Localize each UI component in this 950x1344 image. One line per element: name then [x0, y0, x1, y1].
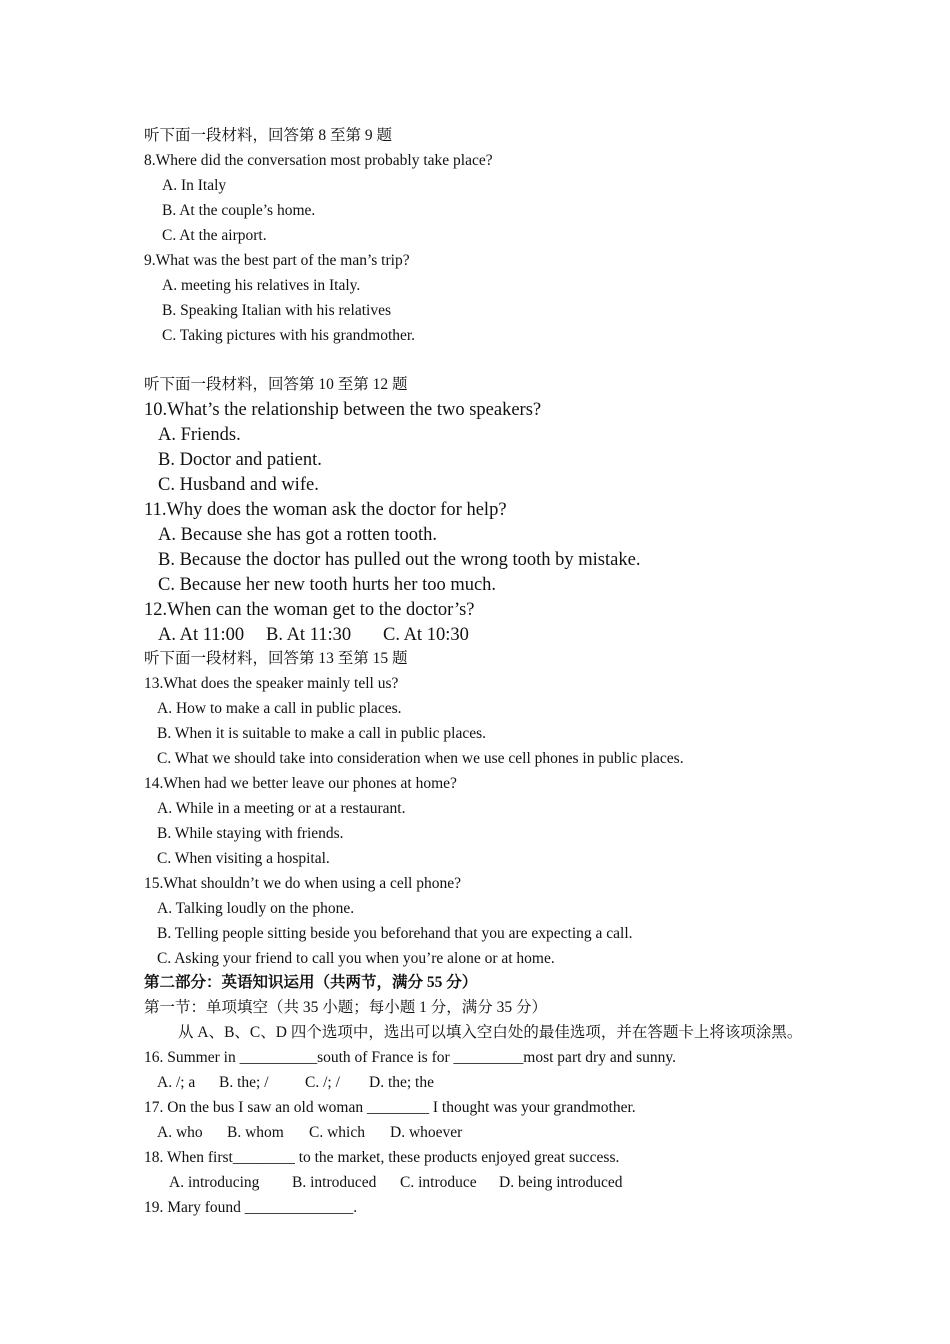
option-9c: C. Taking pictures with his grandmother. — [162, 327, 416, 344]
question-14: 14.When had we better leave our phones at home? — [144, 775, 457, 792]
option-17a: A. who — [157, 1124, 203, 1141]
option-12c: C. At 10:30 — [383, 625, 469, 645]
option-13a: A. How to make a call in public places. — [157, 700, 402, 717]
option-14a: A. While in a meeting or at a restaurant. — [157, 800, 406, 817]
part2-instruction: 从 A、B、C、D 四个选项中，选出可以填入空白处的最佳选项，并在答题卡上将该项涂黑。 — [178, 1024, 803, 1041]
option-13b: B. When it is suitable to make a call in public places. — [157, 725, 487, 742]
option-10a: A. Friends. — [158, 425, 241, 445]
section-heading-13-15: 听下面一段材料，回答第 13 至第 15 题 — [144, 650, 408, 667]
option-8c: C. At the airport. — [162, 227, 267, 244]
option-11b: B. Because the doctor has pulled out the wrong tooth by mistake. — [158, 550, 641, 570]
option-12a: A. At 11:00 — [158, 625, 245, 645]
question-19: 19. Mary found ______________. — [144, 1199, 358, 1216]
question-10: 10.What’s the relationship between the two speakers? — [144, 400, 542, 420]
option-18a: A. introducing — [169, 1174, 260, 1191]
question-17: 17. On the bus I saw an old woman ________ I thought was your grandmother. — [144, 1099, 636, 1116]
option-9a: A. meeting his relatives in Italy. — [162, 277, 361, 294]
option-18b: B. introduced — [292, 1174, 377, 1191]
option-10c: C. Husband and wife. — [158, 475, 319, 495]
option-17b: B. whom — [227, 1124, 284, 1141]
option-13c: C. What we should take into consideration when we use cell phones in public places. — [157, 750, 684, 767]
option-17c: C. which — [309, 1124, 365, 1141]
option-12b: B. At 11:30 — [266, 625, 352, 645]
question-8: 8.Where did the conversation most probably take place? — [144, 152, 493, 169]
option-15a: A. Talking loudly on the phone. — [157, 900, 355, 917]
option-17d: D. whoever — [390, 1124, 463, 1141]
question-15: 15.What shouldn’t we do when using a cell phone? — [144, 875, 461, 892]
option-16d: D. the; the — [369, 1074, 434, 1091]
option-14c: C. When visiting a hospital. — [157, 850, 330, 867]
question-18: 18. When first________ to the market, these products enjoyed great success. — [144, 1149, 620, 1166]
option-16b: B. the; / — [219, 1074, 269, 1091]
option-16a: A. /; a — [157, 1074, 196, 1091]
option-8a: A. In Italy — [162, 177, 227, 194]
part2-title: 第二部分：英语知识运用（共两节，满分 55 分） — [144, 974, 478, 991]
option-10b: B. Doctor and patient. — [158, 450, 322, 470]
option-11a: A. Because she has got a rotten tooth. — [158, 525, 437, 545]
option-18c: C. introduce — [400, 1174, 477, 1191]
question-12: 12.When can the woman get to the doctor’s? — [144, 600, 475, 620]
option-15b: B. Telling people sitting beside you beforehand that you are expecting a call. — [157, 925, 633, 942]
option-8b: B. At the couple’s home. — [162, 202, 316, 219]
question-13: 13.What does the speaker mainly tell us? — [144, 675, 399, 692]
option-9b: B. Speaking Italian with his relatives — [162, 302, 392, 319]
option-11c: C. Because her new tooth hurts her too much. — [158, 575, 497, 595]
question-9: 9.What was the best part of the man’s trip? — [144, 252, 410, 269]
section-heading-8-9: 听下面一段材料，回答第 8 至第 9 题 — [144, 127, 393, 144]
question-16: 16. Summer in __________south of France is for _________most part dry and sunny. — [144, 1049, 676, 1066]
option-18d: D. being introduced — [499, 1174, 623, 1191]
section-heading-10-12: 听下面一段材料，回答第 10 至第 12 题 — [144, 376, 408, 393]
option-16c: C. /; / — [305, 1074, 340, 1091]
question-11: 11.Why does the woman ask the doctor for help? — [144, 500, 507, 520]
part2-subtitle: 第一节：单项填空（共 35 小题；每小题 1 分，满分 35 分） — [144, 999, 548, 1016]
option-14b: B. While staying with friends. — [157, 825, 344, 842]
option-15c: C. Asking your friend to call you when you’re alone or at home. — [157, 950, 555, 967]
